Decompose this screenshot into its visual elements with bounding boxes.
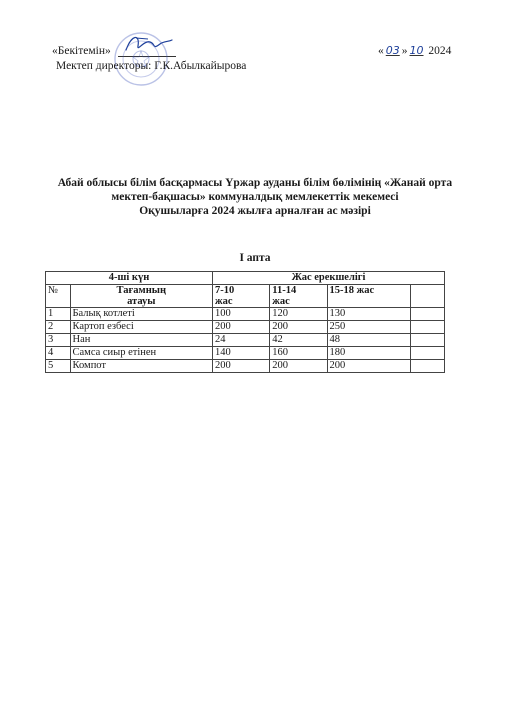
- row-value-11-14: 42: [270, 334, 327, 347]
- table-row: [46, 321, 445, 334]
- row-value-15-18: 250: [327, 321, 411, 334]
- row-empty-cell: [411, 321, 445, 334]
- organization-heading: [40, 176, 470, 218]
- col-dish-header-line1: Тағамның: [116, 285, 167, 296]
- table-row: [46, 360, 445, 373]
- table-header-row-2: [46, 285, 445, 308]
- row-value-15-18: 130: [327, 308, 411, 321]
- table-header-row-1: [46, 272, 445, 285]
- row-value-7-10: 140: [213, 347, 270, 360]
- row-number: 1: [46, 308, 71, 321]
- row-empty-cell: [411, 334, 445, 347]
- row-value-11-14: 200: [270, 321, 327, 334]
- age-col-11-14-line1: 11-14: [272, 285, 297, 296]
- col-dish-header: [70, 285, 213, 308]
- age-col-11-14-line2: жас: [272, 296, 290, 307]
- week-title: І апта: [239, 252, 271, 264]
- row-dish: Балық котлеті: [70, 308, 213, 321]
- row-value-15-18: 180: [327, 347, 411, 360]
- row-value-11-14: 200: [270, 360, 327, 373]
- row-dish: Компот: [70, 360, 213, 373]
- org-line-2: мектеп-бақшасы» коммуналдық мемлекеттік мекемесі: [111, 191, 399, 203]
- row-number: 2: [46, 321, 71, 334]
- col-number-header: №: [46, 285, 71, 308]
- age-col-7-10-line2: жас: [215, 296, 233, 307]
- date-open-quote: «: [378, 45, 384, 57]
- date-month: 10: [409, 44, 424, 57]
- row-value-11-14: 160: [270, 347, 327, 360]
- row-dish: Картоп езбесі: [70, 321, 213, 334]
- menu-title: Оқушыларға 2024 жылға арналған ас мәзірі: [139, 205, 371, 217]
- empty-header-cell: [411, 285, 445, 308]
- row-value-7-10: 100: [213, 308, 270, 321]
- row-value-11-14: 120: [270, 308, 327, 321]
- row-empty-cell: [411, 360, 445, 373]
- col-dish-header-line2: атауы: [127, 296, 156, 307]
- age-col-7-10-line1: 7-10: [215, 285, 235, 296]
- age-col-7-10: [213, 285, 270, 308]
- org-line-1: Абай облысы білім басқармасы Үржар ауданы білім бөлімінің «Жанай орта: [57, 177, 453, 189]
- row-empty-cell: [411, 308, 445, 321]
- menu-table: [45, 271, 445, 373]
- row-number: 5: [46, 360, 71, 373]
- row-dish: Самса сиыр етінен: [70, 347, 213, 360]
- seal-stamp-icon: [112, 30, 170, 88]
- row-value-7-10: 200: [213, 321, 270, 334]
- row-value-15-18: 200: [327, 360, 411, 373]
- age-group-label: Жас ерекшелігі: [213, 272, 445, 285]
- table-row: [46, 347, 445, 360]
- date-year: 2024: [428, 45, 452, 57]
- day-label: 4-ші күн: [46, 272, 213, 285]
- approval-date: [378, 44, 451, 57]
- row-value-15-18: 48: [327, 334, 411, 347]
- row-value-7-10: 200: [213, 360, 270, 373]
- date-day: 03: [385, 44, 400, 57]
- age-col-15-18: 15-18 жас: [327, 285, 411, 308]
- table-row: [46, 334, 445, 347]
- row-dish: Нан: [70, 334, 213, 347]
- age-col-11-14: [270, 285, 327, 308]
- row-number: 3: [46, 334, 71, 347]
- row-value-7-10: 24: [213, 334, 270, 347]
- date-mid-quote: »: [401, 45, 408, 57]
- approve-label: «Бекітемін»: [52, 45, 111, 57]
- director-line: Мектеп директоры: Г.К.Абылкайырова: [56, 60, 247, 72]
- table-row: [46, 308, 445, 321]
- row-empty-cell: [411, 347, 445, 360]
- row-number: 4: [46, 347, 71, 360]
